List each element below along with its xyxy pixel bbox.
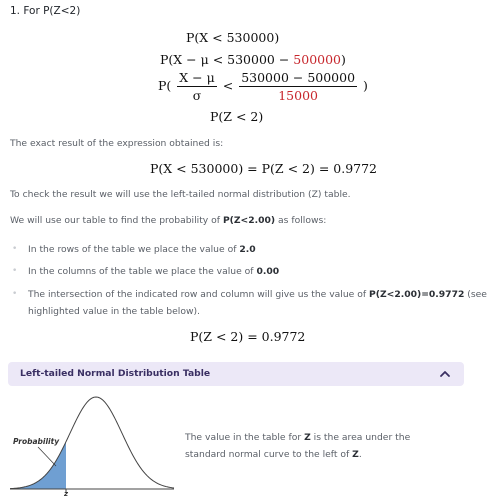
eq3-less-than: < <box>222 78 234 93</box>
bullet-columns <box>28 266 279 277</box>
bullet-intersection-line2: highlighted value in the table below). <box>28 306 200 317</box>
table-panel-header[interactable] <box>8 362 464 386</box>
fraction-denominator: σ <box>192 88 202 103</box>
eq3-prefix: P( <box>158 78 172 93</box>
desc2-bold: Z <box>352 449 359 460</box>
equation-standardize <box>158 70 368 103</box>
equation-probability: P(X < 530000) <box>186 30 280 45</box>
use-table-bold: P(Z<2.00) <box>222 215 276 226</box>
fraction-numerator: X − μ <box>179 70 215 85</box>
desc2-post: . <box>358 449 362 460</box>
eq3-suffix: ) <box>363 78 368 93</box>
use-table-tail: as follows: <box>275 215 327 226</box>
bullet-columns-text: In the columns of the table we place the value of <box>28 266 257 277</box>
paragraph-check: To check the result we will use the left-tailed normal distribution (Z) table. <box>10 189 351 200</box>
section-heading: 1. For P(Z<2) <box>10 5 81 17</box>
fraction-values-denominator: 15000 <box>278 88 318 103</box>
desc2-pre: standard normal curve to the left of <box>185 449 353 460</box>
bullet-rows <box>28 244 256 255</box>
eq2-right: ) <box>341 52 346 67</box>
eq2-left: P(X − μ < 530000 − <box>160 52 294 67</box>
equation-subtract-mean <box>160 52 346 67</box>
desc1-pre: The value in the table for <box>185 432 305 443</box>
bullet-intersection-bold: P(Z<2.00)=0.9772 <box>369 289 465 300</box>
desc1-bold: Z <box>304 432 311 443</box>
figure-description-line2 <box>185 449 362 460</box>
bullet-dot: • <box>12 266 18 276</box>
desc1-post: is the area under the <box>310 432 411 443</box>
bullet-rows-bold: 2.0 <box>239 244 256 255</box>
paragraph-exact-result: The exact result of the expression obtained is: <box>10 138 224 149</box>
bullet-dot: • <box>12 289 18 299</box>
bullet-intersection-text: The intersection of the indicated row and column will give us the value of <box>28 289 370 300</box>
eq2-mean-value: 500000 <box>293 52 342 67</box>
normal-curve-figure <box>8 390 176 497</box>
equation-result: P(X < 530000) = P(Z < 2) = 0.9772 <box>150 161 378 176</box>
use-table-text: We will use our table to find the probability of <box>10 215 223 226</box>
bullet-columns-bold: 0.00 <box>256 266 280 277</box>
fraction-values <box>239 70 357 103</box>
probability-pointer <box>38 447 56 466</box>
bullet-rows-text: In the rows of the table we place the value of <box>28 244 240 255</box>
bullet-intersection <box>28 289 487 300</box>
panel-title: Left-tailed Normal Distribution Table <box>20 368 211 379</box>
chevron-up-icon[interactable] <box>438 367 452 381</box>
figure-description-line1 <box>185 432 410 443</box>
equation-final: P(Z < 2) = 0.9772 <box>190 329 306 344</box>
probability-label: Probability <box>13 437 60 446</box>
equation-z-less-two: P(Z < 2) <box>210 109 264 124</box>
paragraph-use-table <box>10 215 326 226</box>
bullet-intersection-tail: (see <box>464 289 487 300</box>
z-label: z <box>64 490 69 497</box>
bullet-dot: • <box>12 244 18 254</box>
fraction-values-numerator: 530000 − 500000 <box>241 70 356 85</box>
fraction-z-score <box>177 70 216 103</box>
